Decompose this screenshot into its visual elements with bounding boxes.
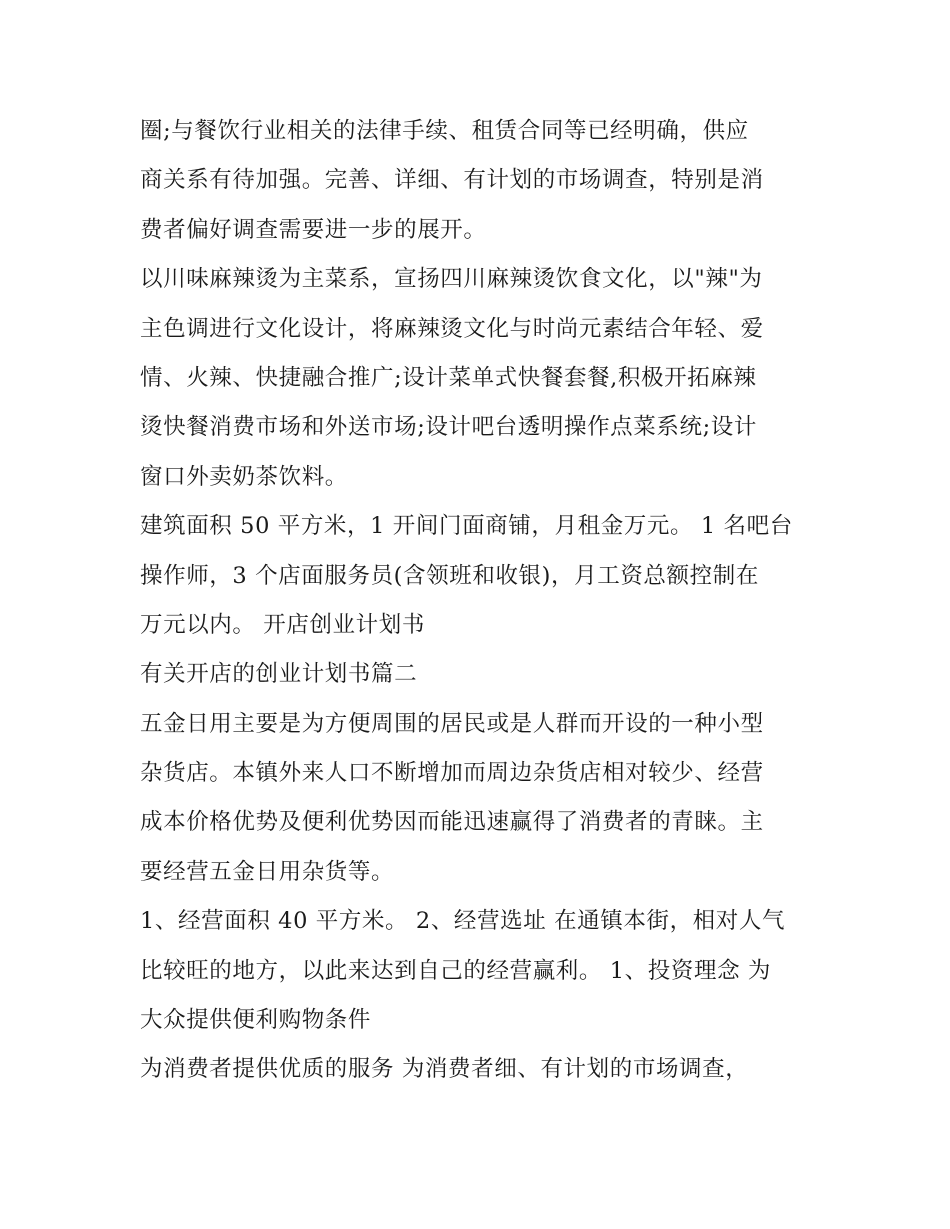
section-heading: 有关开店的创业计划书篇二: [140, 661, 418, 688]
text-line: 要经营五金日用杂货等。: [140, 858, 395, 885]
text-line: 以川味麻辣烫为主菜系，宣扬四川麻辣烫饮食文化，以"辣"为: [140, 266, 763, 293]
text-line: 主色调进行文化设计，将麻辣烫文化与时尚元素结合年轻、爱: [140, 315, 764, 342]
text-line: 1、经营面积 40 平方米。 2、经营选址 在通镇本街，相对人气: [140, 908, 786, 935]
text-line: 费者偏好调查需要进一步的展开。: [140, 216, 487, 243]
text-line: 窗口外卖奶茶饮料。: [140, 463, 348, 490]
document-body: [140, 107, 820, 1095]
text-line: 杂货店。本镇外来人口不断增加而周边杂货店相对较少、经营: [140, 760, 764, 787]
text-line: 为消费者提供优质的服务 为消费者细、有计划的市场调查，: [140, 1056, 749, 1083]
text-line: 圈;与餐饮行业相关的法律手续、租赁合同等已经明确，供应: [140, 118, 749, 144]
text-line: 商关系有待加强。完善、详细、有计划的市场调查，特别是消: [140, 167, 764, 194]
text-line: 情、火辣、快捷融合推广;设计菜单式快餐套餐,积极开拓麻辣: [140, 364, 757, 391]
text-line: 操作师，3 个店面服务员(含领班和收银)，月工资总额控制在: [140, 562, 759, 589]
text-line: 建筑面积 50 平方米，1 开间门面商铺，月租金万元。 1 名吧台: [140, 513, 793, 540]
text-line: 烫快餐消费市场和外送市场;设计吧台透明操作点菜系统;设计: [140, 414, 757, 441]
text-line: 万元以内。 开店创业计划书: [140, 611, 425, 638]
text-line: 成本价格优势及便利优势因而能迅速赢得了消费者的青睐。主: [140, 809, 764, 836]
text-line: 五金日用主要是为方便周围的居民或是人群而开设的一种小型: [140, 710, 764, 737]
text-line: 比较旺的地方，以此来达到自己的经营赢利。 1、投资理念 为: [140, 957, 772, 984]
text-line: 大众提供便利购物条件: [140, 1007, 372, 1034]
